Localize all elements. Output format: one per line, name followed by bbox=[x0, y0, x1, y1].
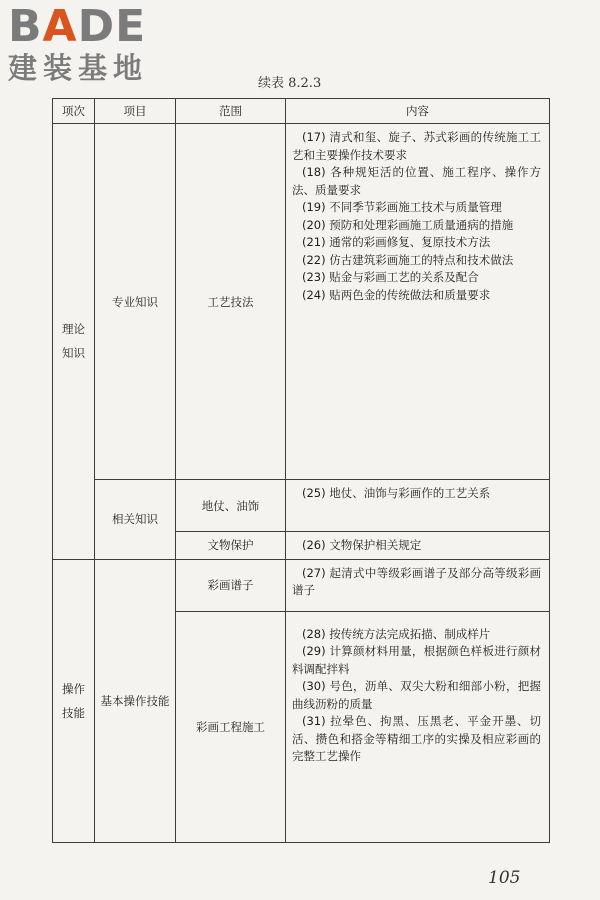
spec-table bbox=[52, 98, 550, 843]
content-item: (28) 按传统方法完成拓描、制成样片 bbox=[302, 626, 491, 641]
table-caption: 续表 8.2.3 bbox=[258, 76, 322, 91]
table-row bbox=[53, 480, 550, 532]
content-cell bbox=[286, 532, 550, 560]
category-cell bbox=[53, 124, 95, 560]
category-line: 操作 bbox=[62, 681, 85, 696]
logo-wordmark bbox=[8, 1, 178, 52]
content-item: (25) 地仗、油饰与彩画作的工艺关系 bbox=[302, 486, 491, 500]
header-content: 内容 bbox=[286, 99, 550, 124]
content-item: (29) 计算颜材料用量，根据颜色样板进行颜材料调配拌料 bbox=[292, 644, 541, 676]
category-cell bbox=[53, 559, 95, 842]
project-cell: 专业知识 bbox=[95, 124, 176, 480]
page-number: 105 bbox=[488, 868, 521, 888]
header-project: 项目 bbox=[95, 99, 176, 124]
content-item: (30) 号色，沥单、双尖大粉和细部小粉，把握曲线沥粉的质量 bbox=[292, 679, 541, 711]
scope-cell: 地仗、油饰 bbox=[176, 480, 286, 532]
logo-letters-de: DE bbox=[77, 1, 147, 52]
content-cell bbox=[286, 611, 550, 842]
table-header-row bbox=[53, 99, 550, 124]
header-index: 项次 bbox=[53, 99, 95, 124]
logo-letter-a: A bbox=[42, 1, 78, 52]
content-cell bbox=[286, 480, 550, 532]
content-item: (31) 拉晕色、拘黑、压黑老、平金开墨、切活、攒色和搭金等精细工序的实操及相应彩画的完整工艺操作 bbox=[292, 714, 541, 763]
content-item: (21) 通常的彩画修复、复原技术方法 bbox=[302, 235, 491, 249]
content-item: (20) 预防和处理彩画施工质量通病的措施 bbox=[302, 217, 514, 232]
content-cell bbox=[286, 124, 550, 480]
content-item: (26) 文物保护相关规定 bbox=[302, 538, 422, 552]
scope-cell: 彩画谱子 bbox=[176, 559, 286, 611]
table-row bbox=[53, 559, 550, 611]
content-cell bbox=[286, 559, 550, 611]
project-cell: 基本操作技能 bbox=[95, 559, 176, 842]
category-line: 技能 bbox=[62, 705, 85, 720]
content-item: (17) 清式和玺、旋子、苏式彩画的传统施工工艺和主要操作技术要求 bbox=[292, 130, 541, 162]
table-row bbox=[53, 124, 550, 480]
content-item: (24) 贴两色金的传统做法和质量要求 bbox=[302, 287, 491, 302]
content-item: (22) 仿古建筑彩画施工的特点和技术做法 bbox=[302, 252, 514, 267]
project-cell: 相关知识 bbox=[95, 480, 176, 560]
content-item: (18) 各种规矩活的位置、施工程序、操作方法、质量要求 bbox=[292, 165, 541, 197]
scope-cell: 彩画工程施工 bbox=[176, 611, 286, 842]
content-item: (27) 起清式中等级彩画谱子及部分高等级彩画谱子 bbox=[292, 565, 541, 597]
category-line: 理论 bbox=[62, 322, 85, 337]
logo-subtitle: 建装基地 bbox=[8, 51, 149, 85]
content-item: (23) 贴金与彩画工艺的关系及配合 bbox=[302, 270, 479, 284]
category-line: 知识 bbox=[62, 346, 85, 361]
content-item: (19) 不同季节彩画施工技术与质量管理 bbox=[302, 200, 502, 214]
header-scope: 范围 bbox=[176, 99, 286, 124]
logo bbox=[8, 1, 178, 85]
scope-cell: 文物保护 bbox=[176, 532, 286, 560]
logo-letter-b: B bbox=[8, 1, 43, 52]
scope-cell: 工艺技法 bbox=[176, 124, 286, 480]
